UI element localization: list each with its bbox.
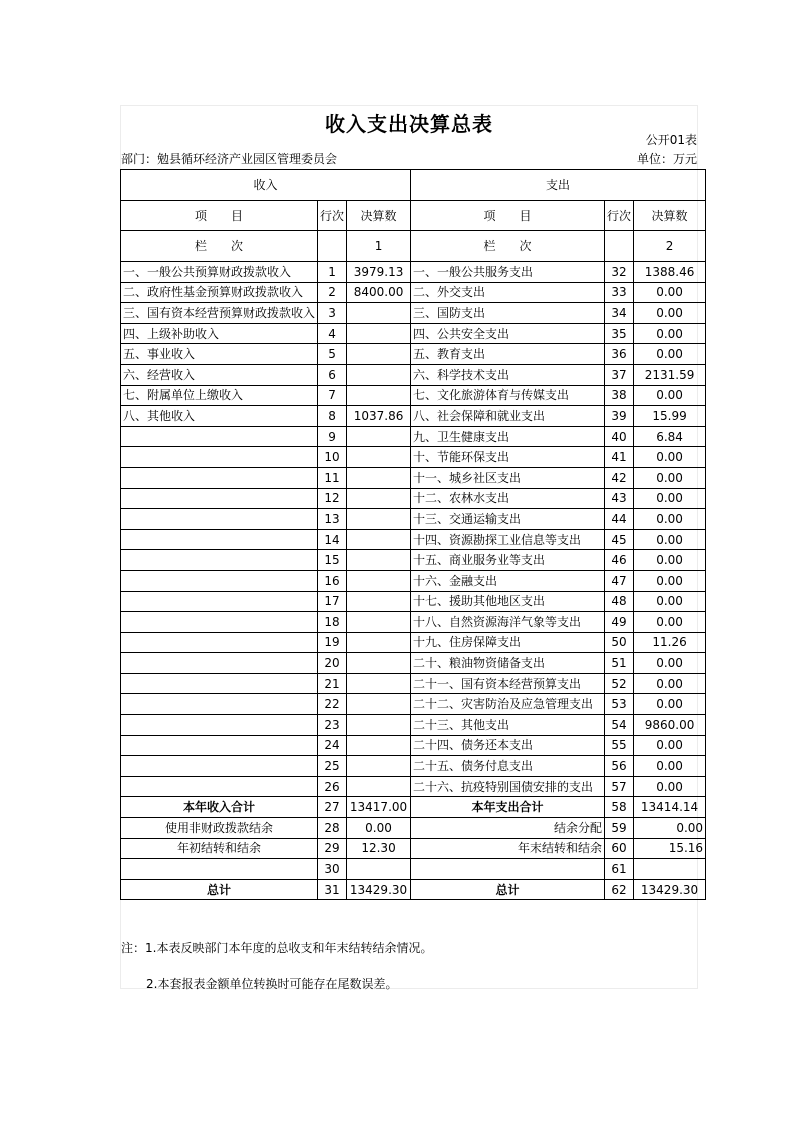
expense-line-no: 51 [605, 653, 634, 674]
income-item: 二、政府性基金预算财政拨款收入 [121, 282, 318, 303]
expense-line-no: 41 [605, 447, 634, 468]
summary-row [121, 859, 706, 880]
income-amount: 3979.13 [347, 262, 411, 283]
header-row-columns [121, 201, 706, 231]
table-row [121, 488, 706, 509]
income-header: 收入 [121, 170, 411, 201]
income-line-no: 14 [318, 529, 347, 550]
summary-income-amount [347, 859, 411, 880]
income-item [121, 715, 318, 736]
table-row [121, 385, 706, 406]
expense-header: 支出 [411, 170, 706, 201]
expense-line-no: 39 [605, 406, 634, 427]
income-line-no: 1 [318, 262, 347, 283]
income-line-no-header: 行次 [318, 201, 347, 231]
summary-income-line-no: 27 [318, 797, 347, 818]
expense-amount: 0.00 [634, 735, 706, 756]
expense-item: 二十、粮油物资储备支出 [411, 653, 605, 674]
table-row [121, 715, 706, 736]
expense-line-no: 50 [605, 632, 634, 653]
income-column-number: 1 [347, 231, 411, 262]
income-line-no: 11 [318, 467, 347, 488]
expense-amount: 0.00 [634, 653, 706, 674]
income-amount [347, 488, 411, 509]
summary-income-amount: 0.00 [347, 818, 411, 839]
income-item [121, 673, 318, 694]
income-amount [347, 612, 411, 633]
summary-expense-item: 本年支出合计 [411, 797, 605, 818]
expense-amount: 11.26 [634, 632, 706, 653]
expense-line-no: 52 [605, 673, 634, 694]
income-amount [347, 591, 411, 612]
expense-line-no: 49 [605, 612, 634, 633]
expense-item: 二十一、国有资本经营预算支出 [411, 673, 605, 694]
expense-amount: 0.00 [634, 529, 706, 550]
expense-item: 十九、住房保障支出 [411, 632, 605, 653]
income-amount [347, 673, 411, 694]
income-column-blank [318, 231, 347, 262]
summary-income-item: 使用非财政拨款结余 [121, 818, 318, 839]
table-row [121, 776, 706, 797]
income-line-no: 10 [318, 447, 347, 468]
income-amount: 8400.00 [347, 282, 411, 303]
summary-expense-line-no: 61 [605, 859, 634, 880]
expense-line-no: 46 [605, 550, 634, 571]
table-row [121, 406, 706, 427]
income-line-no: 5 [318, 344, 347, 365]
table-row [121, 653, 706, 674]
expense-line-no: 44 [605, 509, 634, 530]
table-row [121, 323, 706, 344]
summary-income-item: 本年收入合计 [121, 797, 318, 818]
expense-item: 十一、城乡社区支出 [411, 467, 605, 488]
form-code: 公开01表 [645, 133, 697, 147]
expense-line-no: 40 [605, 426, 634, 447]
income-item: 一、一般公共预算财政拨款收入 [121, 262, 318, 283]
expense-column-blank [605, 231, 634, 262]
table-row [121, 364, 706, 385]
summary-income-line-no: 29 [318, 838, 347, 859]
income-amount [347, 509, 411, 530]
income-amount [347, 550, 411, 571]
expense-line-no-header: 行次 [605, 201, 634, 231]
note-2: 2.本套报表金额单位转换时可能存在尾数误差。 [146, 977, 398, 991]
income-line-no: 4 [318, 323, 347, 344]
expense-item-header: 项 目 [411, 201, 605, 231]
expense-item: 十二、农林水支出 [411, 488, 605, 509]
table-row [121, 529, 706, 550]
expense-amount: 0.00 [634, 303, 706, 324]
income-amount [347, 344, 411, 365]
expense-item: 九、卫生健康支出 [411, 426, 605, 447]
expense-item: 二十四、债务还本支出 [411, 735, 605, 756]
expense-item: 六、科学技术支出 [411, 364, 605, 385]
expense-amount: 0.00 [634, 673, 706, 694]
income-amount [347, 467, 411, 488]
income-expense-table [120, 169, 706, 900]
summary-income-line-no: 30 [318, 859, 347, 880]
expense-line-no: 37 [605, 364, 634, 385]
summary-income-item: 年初结转和结余 [121, 838, 318, 859]
expense-item: 十八、自然资源海洋气象等支出 [411, 612, 605, 633]
header-row-column-numbers [121, 231, 706, 262]
income-line-no: 13 [318, 509, 347, 530]
income-line-no: 7 [318, 385, 347, 406]
income-column-label: 栏 次 [121, 231, 318, 262]
income-item [121, 612, 318, 633]
summary-expense-amount [634, 859, 706, 880]
income-amount [347, 776, 411, 797]
expense-item: 十三、交通运输支出 [411, 509, 605, 530]
expense-amount: 0.00 [634, 612, 706, 633]
table-row [121, 694, 706, 715]
expense-item: 十六、金融支出 [411, 570, 605, 591]
expense-amount: 0.00 [634, 467, 706, 488]
income-line-no: 23 [318, 715, 347, 736]
table-row [121, 447, 706, 468]
expense-line-no: 42 [605, 467, 634, 488]
income-item [121, 426, 318, 447]
table-row [121, 735, 706, 756]
expense-item: 四、公共安全支出 [411, 323, 605, 344]
income-amount [347, 632, 411, 653]
expense-amount: 0.00 [634, 282, 706, 303]
income-line-no: 16 [318, 570, 347, 591]
total-row [121, 879, 706, 900]
expense-line-no: 53 [605, 694, 634, 715]
expense-amount: 9860.00 [634, 715, 706, 736]
income-amount [347, 447, 411, 468]
summary-expense-item [411, 859, 605, 880]
summary-expense-item: 结余分配 [411, 818, 605, 839]
income-amount [347, 303, 411, 324]
income-item: 三、国有资本经营预算财政拨款收入 [121, 303, 318, 324]
expense-amount: 6.84 [634, 426, 706, 447]
income-item: 五、事业收入 [121, 344, 318, 365]
expense-amount: 0.00 [634, 323, 706, 344]
expense-amount: 1388.46 [634, 262, 706, 283]
unit-label: 单位：万元 [636, 152, 697, 166]
income-amount [347, 735, 411, 756]
expense-item: 二十二、灾害防治及应急管理支出 [411, 694, 605, 715]
income-amount [347, 426, 411, 447]
summary-expense-line-no: 62 [605, 879, 634, 900]
table-row [121, 509, 706, 530]
expense-line-no: 45 [605, 529, 634, 550]
expense-amount: 2131.59 [634, 364, 706, 385]
expense-amount: 0.00 [634, 447, 706, 468]
income-item [121, 591, 318, 612]
expense-amount: 0.00 [634, 385, 706, 406]
income-line-no: 25 [318, 756, 347, 777]
income-item [121, 550, 318, 571]
summary-expense-line-no: 60 [605, 838, 634, 859]
income-item [121, 570, 318, 591]
expense-item: 二十六、抗疫特别国债安排的支出 [411, 776, 605, 797]
income-item [121, 488, 318, 509]
income-item-header: 项 目 [121, 201, 318, 231]
table-row [121, 282, 706, 303]
income-line-no: 22 [318, 694, 347, 715]
expense-amount: 0.00 [634, 591, 706, 612]
income-item [121, 467, 318, 488]
expense-line-no: 34 [605, 303, 634, 324]
income-item [121, 509, 318, 530]
income-amount [347, 715, 411, 736]
summary-row [121, 838, 706, 859]
income-item [121, 632, 318, 653]
expense-item: 二、外交支出 [411, 282, 605, 303]
income-line-no: 26 [318, 776, 347, 797]
expense-line-no: 56 [605, 756, 634, 777]
expense-amount: 15.99 [634, 406, 706, 427]
income-line-no: 2 [318, 282, 347, 303]
table-row [121, 570, 706, 591]
summary-expense-item: 总计 [411, 879, 605, 900]
expense-item: 三、国防支出 [411, 303, 605, 324]
expense-item: 八、社会保障和就业支出 [411, 406, 605, 427]
income-line-no: 21 [318, 673, 347, 694]
summary-row [121, 818, 706, 839]
expense-item: 二十三、其他支出 [411, 715, 605, 736]
income-amount [347, 385, 411, 406]
table-row [121, 632, 706, 653]
summary-expense-line-no: 58 [605, 797, 634, 818]
income-line-no: 3 [318, 303, 347, 324]
income-line-no: 18 [318, 612, 347, 633]
expense-item: 二十五、债务付息支出 [411, 756, 605, 777]
expense-item: 十、节能环保支出 [411, 447, 605, 468]
income-line-no: 20 [318, 653, 347, 674]
expense-item: 十七、援助其他地区支出 [411, 591, 605, 612]
income-item [121, 776, 318, 797]
income-amount-header: 决算数 [347, 201, 411, 231]
expense-line-no: 54 [605, 715, 634, 736]
expense-amount-header: 决算数 [634, 201, 706, 231]
expense-amount: 0.00 [634, 756, 706, 777]
expense-column-label: 栏 次 [411, 231, 605, 262]
income-item: 六、经营收入 [121, 364, 318, 385]
table-row [121, 262, 706, 283]
expense-amount: 0.00 [634, 570, 706, 591]
income-amount: 1037.86 [347, 406, 411, 427]
expense-item: 五、教育支出 [411, 344, 605, 365]
summary-income-line-no: 28 [318, 818, 347, 839]
expense-amount: 0.00 [634, 488, 706, 509]
table-row [121, 612, 706, 633]
income-item: 八、其他收入 [121, 406, 318, 427]
expense-amount: 0.00 [634, 550, 706, 571]
summary-expense-item: 年末结转和结余 [411, 838, 605, 859]
income-line-no: 17 [318, 591, 347, 612]
summary-income-amount: 12.30 [347, 838, 411, 859]
income-line-no: 9 [318, 426, 347, 447]
income-item: 四、上级补助收入 [121, 323, 318, 344]
income-item: 七、附属单位上缴收入 [121, 385, 318, 406]
income-item [121, 735, 318, 756]
table-row [121, 426, 706, 447]
table-row [121, 344, 706, 365]
expense-line-no: 48 [605, 591, 634, 612]
summary-expense-amount: 13429.30 [634, 879, 706, 900]
expense-line-no: 36 [605, 344, 634, 365]
summary-expense-amount: 0.00 [634, 818, 706, 839]
income-line-no: 19 [318, 632, 347, 653]
expense-line-no: 33 [605, 282, 634, 303]
summary-income-item [121, 859, 318, 880]
summary-income-item: 总计 [121, 879, 318, 900]
expense-item: 一、一般公共服务支出 [411, 262, 605, 283]
department-label: 部门：勉县循环经济产业园区管理委员会 [121, 152, 338, 166]
table-row [121, 591, 706, 612]
income-item [121, 447, 318, 468]
table-row [121, 550, 706, 571]
income-amount [347, 756, 411, 777]
income-amount [347, 694, 411, 715]
income-amount [347, 364, 411, 385]
expense-item: 七、文化旅游体育与传媒支出 [411, 385, 605, 406]
expense-item: 十五、商业服务业等支出 [411, 550, 605, 571]
income-line-no: 24 [318, 735, 347, 756]
expense-line-no: 32 [605, 262, 634, 283]
expense-line-no: 47 [605, 570, 634, 591]
expense-line-no: 35 [605, 323, 634, 344]
summary-expense-amount: 13414.14 [634, 797, 706, 818]
income-amount [347, 323, 411, 344]
expense-item: 十四、资源勘探工业信息等支出 [411, 529, 605, 550]
income-line-no: 12 [318, 488, 347, 509]
income-line-no: 15 [318, 550, 347, 571]
expense-line-no: 55 [605, 735, 634, 756]
summary-expense-line-no: 59 [605, 818, 634, 839]
expense-line-no: 38 [605, 385, 634, 406]
expense-line-no: 43 [605, 488, 634, 509]
expense-column-number: 2 [634, 231, 706, 262]
header-row-sections [121, 170, 706, 201]
expense-amount: 0.00 [634, 776, 706, 797]
summary-income-line-no: 31 [318, 879, 347, 900]
table-row [121, 673, 706, 694]
expense-amount: 0.00 [634, 694, 706, 715]
expense-amount: 0.00 [634, 344, 706, 365]
summary-expense-amount: 15.16 [634, 838, 706, 859]
income-item [121, 694, 318, 715]
income-item [121, 653, 318, 674]
income-amount [347, 570, 411, 591]
total-row [121, 797, 706, 818]
expense-amount: 0.00 [634, 509, 706, 530]
income-amount [347, 653, 411, 674]
summary-income-amount: 13429.30 [347, 879, 411, 900]
summary-income-amount: 13417.00 [347, 797, 411, 818]
income-line-no: 6 [318, 364, 347, 385]
table-row [121, 303, 706, 324]
income-line-no: 8 [318, 406, 347, 427]
income-item [121, 529, 318, 550]
expense-line-no: 57 [605, 776, 634, 797]
table-row [121, 756, 706, 777]
income-amount [347, 529, 411, 550]
page-title: 收入支出决算总表 [325, 112, 493, 136]
note-1: 注：1.本表反映部门本年度的总收支和年末结转结余情况。 [121, 941, 433, 955]
income-item [121, 756, 318, 777]
table-row [121, 467, 706, 488]
